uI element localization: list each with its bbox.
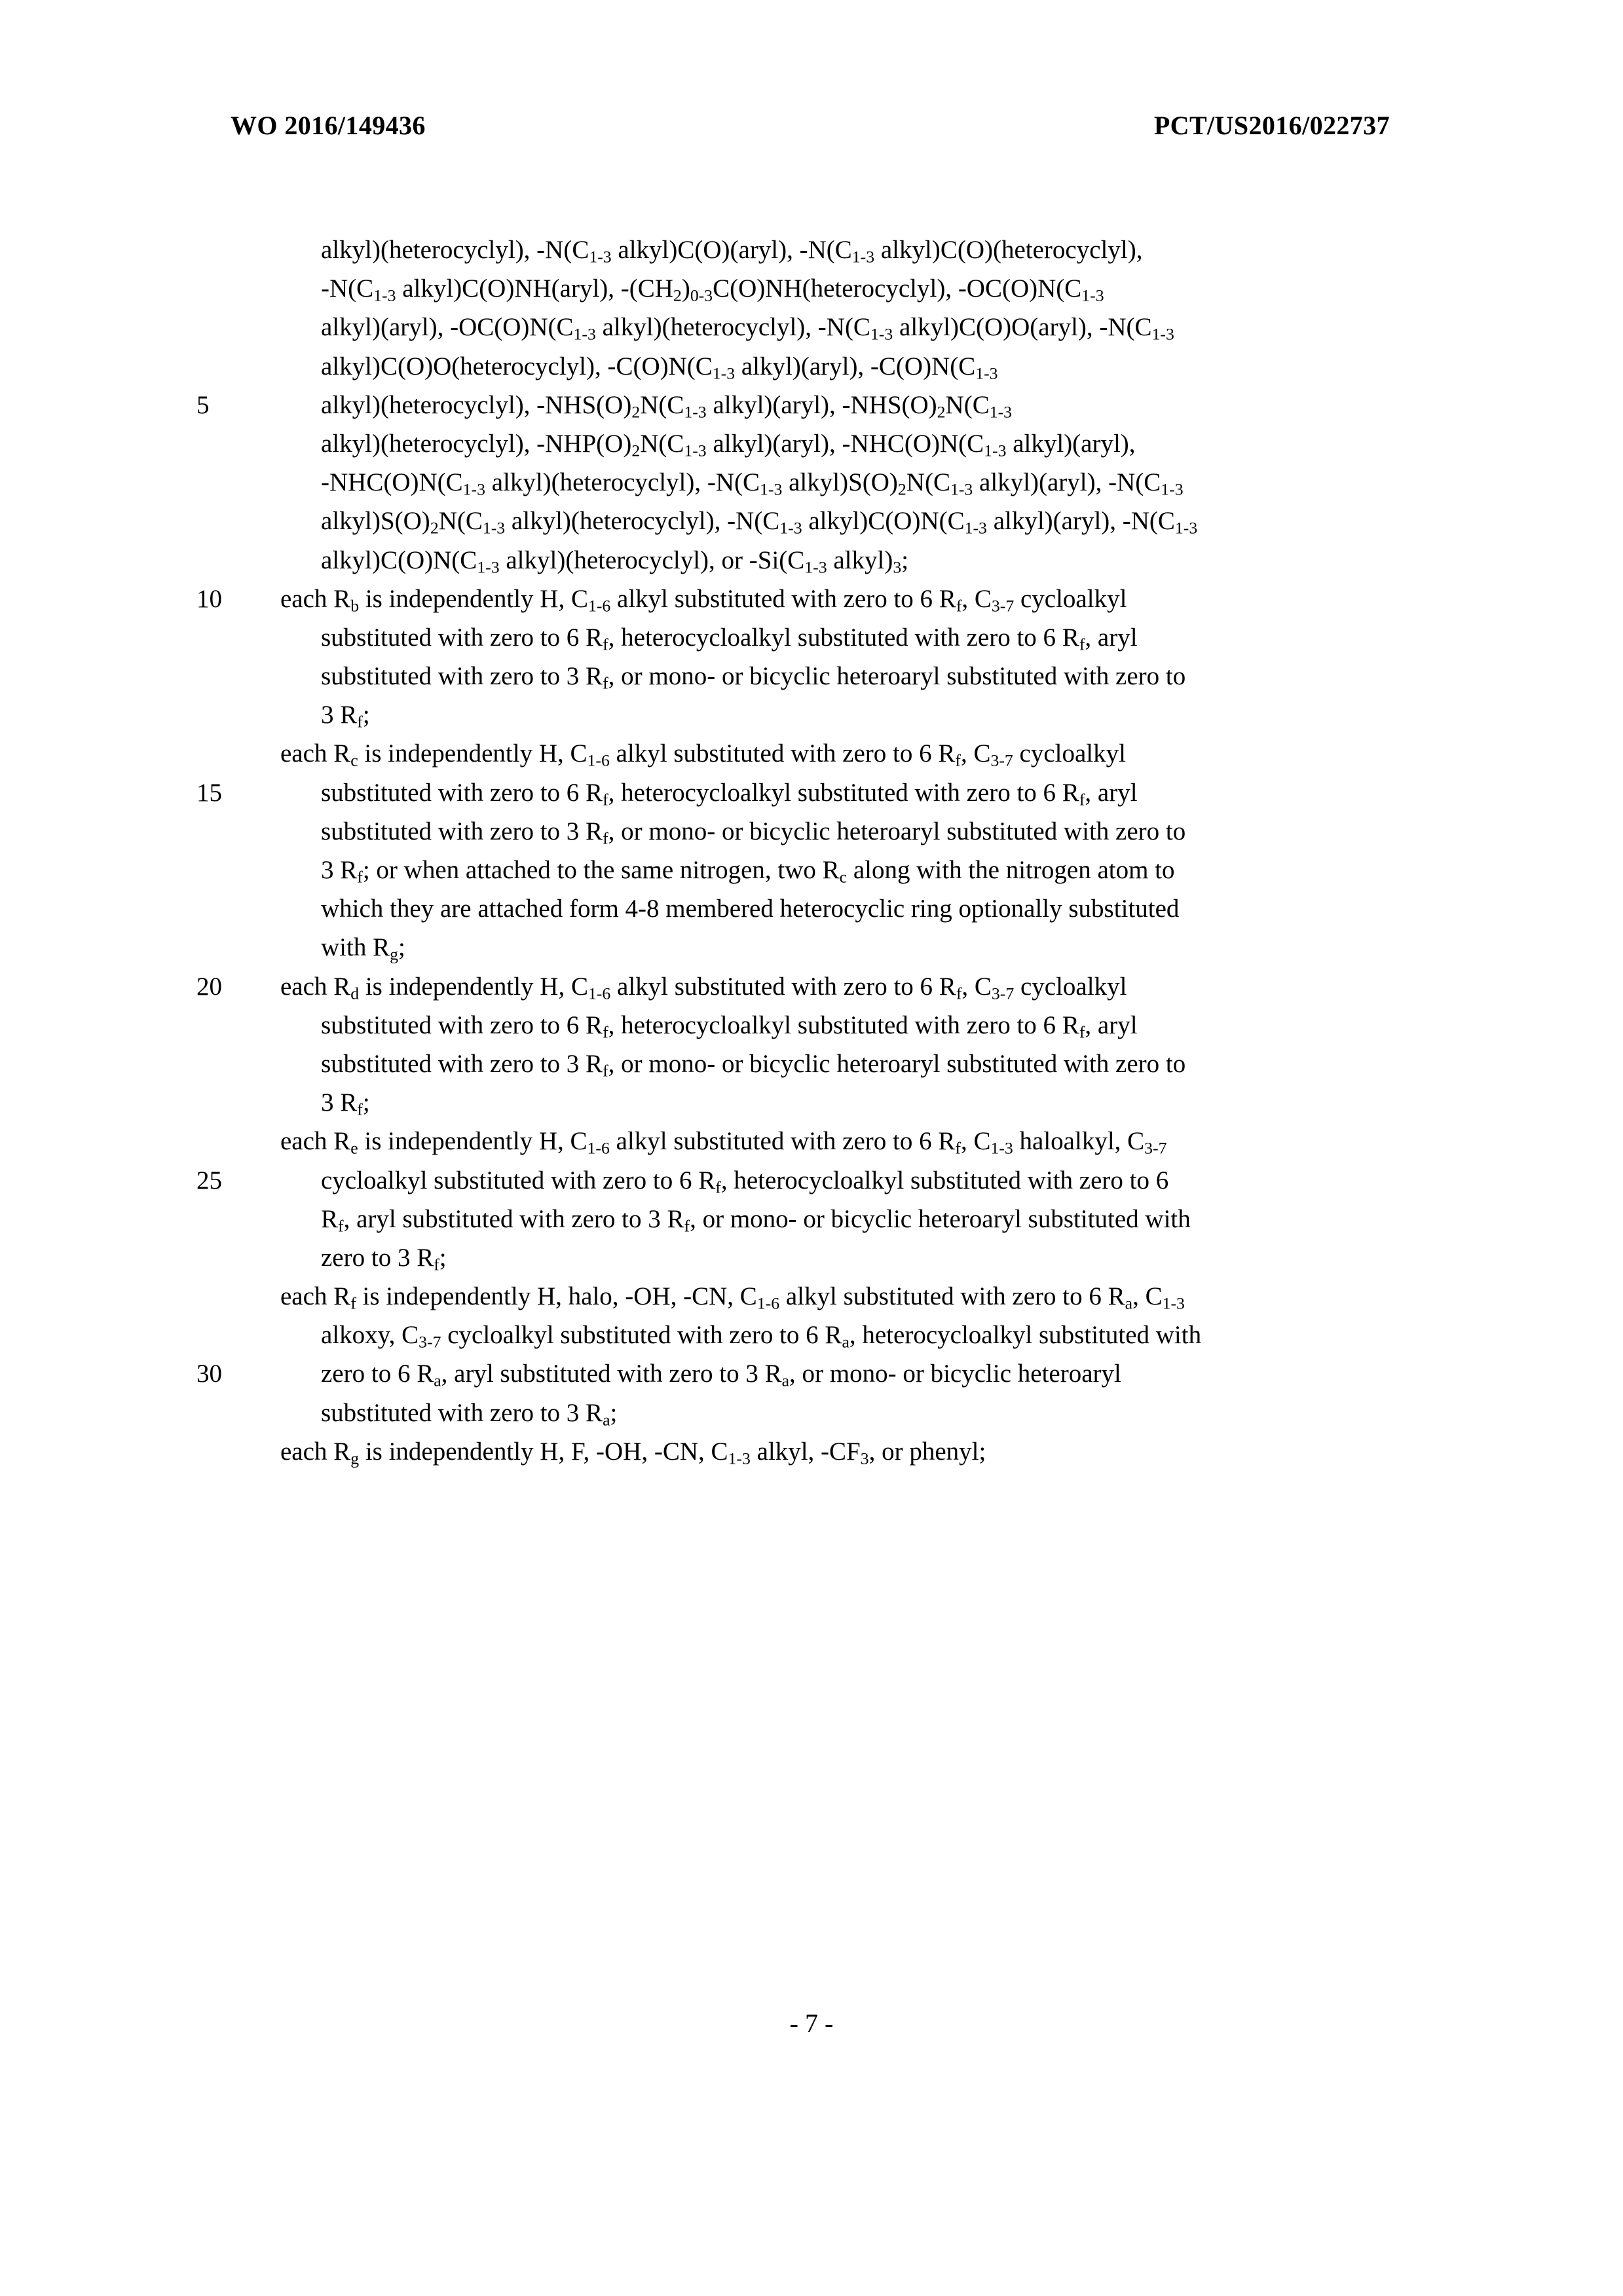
wo-publication-number: WO 2016/149436 <box>231 111 426 140</box>
continuation-line: $-NHC(O)N(C_{1-3}$ alkyl)(heterocyclyl), $-N(C_{1-3}$ $alkyl)S(O)_2N(C_{1-3}$ alkyl)(aryl), $-N(C_{1-3}$ <box>321 468 1184 499</box>
definition-opening-line: each $R_c$ is independently H, $C_{1-6}$ alkyl substituted with zero to 6 $R_f$, $C_{3-7}$ cycloalkyl <box>280 739 1126 771</box>
text-line <box>0 657 1623 695</box>
line-number: 25 <box>196 1166 222 1194</box>
continuation-line: alkoxy, $C_{3-7}$ cycloalkyl substituted with zero to 6 $R_a$, heterocycloalkyl substituted with <box>321 1321 1202 1352</box>
continuation-line: which they are attached form 4-8 membered heterocyclic ring optionally substituted <box>321 895 1180 923</box>
text-line <box>0 695 1623 734</box>
text-line <box>0 1006 1623 1045</box>
text-line <box>0 1083 1623 1122</box>
continuation-line: $alkyl)C(O)N(C_{1-3}$ alkyl)(heterocyclyl), or $-Si(C_{1-3}$ $alkyl)_3$; <box>321 546 909 577</box>
continuation-line: cycloalkyl substituted with zero to 6 $R_f$, heterocycloalkyl substituted with zero to 6 <box>321 1166 1169 1197</box>
line-number: 15 <box>196 778 222 807</box>
continuation-line: $alkyl)S(O)_2N(C_{1-3}$ alkyl)(heterocyclyl), $-N(C_{1-3}$ $alkyl)C(O)N(C_{1-3}$ alkyl)(aryl), $-N(C_{1-3}$ <box>321 507 1198 538</box>
text-line <box>0 424 1623 463</box>
text-line <box>0 734 1623 773</box>
text-line <box>0 502 1623 540</box>
text-line <box>0 1045 1623 1083</box>
line-number: 30 <box>196 1360 222 1388</box>
text-line <box>0 967 1623 1006</box>
page-number: - 7 - <box>789 2009 834 2038</box>
definition-opening-line: each $R_f$ is independently H, halo, -OH, -CN, $C_{1-6}$ alkyl substituted with zero to 6 $R_a$, $C_{1-3}$ <box>280 1282 1185 1313</box>
text-line <box>0 928 1623 967</box>
pct-application-number: PCT/US2016/022737 <box>1153 111 1390 140</box>
definition-opening-line: each $R_d$ is independently H, $C_{1-6}$ alkyl substituted with zero to 6 $R_f$, $C_{3-7}$ cycloalkyl <box>280 972 1127 1003</box>
text-line <box>0 1277 1623 1316</box>
line-number: 20 <box>196 972 222 1001</box>
line-number: 5 <box>196 390 210 419</box>
text-line <box>0 347 1623 386</box>
definition-opening-line: each $R_g$ is independently H, F, -OH, -CN, $C_{1-3}$ alkyl, $-CF_3$, or phenyl; <box>280 1437 986 1468</box>
continuation-line: 3 $R_f$; <box>321 701 370 731</box>
continuation-line: substituted with zero to 3 $R_f$, or mono- or bicyclic heteroaryl substituted with zero to <box>321 1049 1186 1081</box>
continuation-line: substituted with zero to 6 $R_f$, heterocycloalkyl substituted with zero to 6 $R_f$, aryl <box>321 1010 1138 1042</box>
text-line <box>0 580 1623 618</box>
text-line <box>0 1316 1623 1354</box>
continuation-line: alkyl)(heterocyclyl), $-NHP(O)_2N(C_{1-3}$ alkyl)(aryl), $-NHC(O)N(C_{1-3}$ alkyl)(aryl), <box>321 429 1136 460</box>
continuation-line: $R_f$, aryl substituted with zero to 3 $R_f$, or mono- or bicyclic heteroaryl substituted with <box>321 1204 1191 1236</box>
continuation-line: alkyl)(heterocyclyl), $-N(C_{1-3}$ alkyl)C(O)(aryl), $-N(C_{1-3}$ alkyl)C(O)(heterocyclyl), <box>321 236 1143 267</box>
continuation-line: substituted with zero to 3 $R_f$, or mono- or bicyclic heteroaryl substituted with zero to <box>321 817 1186 848</box>
text-line <box>0 1394 1623 1432</box>
continuation-line: zero to 6 $R_a$, aryl substituted with zero to 3 $R_a$, or mono- or bicyclic heteroaryl <box>321 1360 1121 1391</box>
text-line <box>0 851 1623 889</box>
text-line <box>0 386 1623 424</box>
continuation-line: substituted with zero to 6 $R_f$, heterocycloalkyl substituted with zero to 6 $R_f$, aryl <box>321 778 1138 809</box>
text-line <box>0 541 1623 580</box>
text-line <box>0 618 1623 657</box>
text-line <box>0 812 1623 851</box>
running-header <box>231 110 1390 141</box>
text-line <box>0 269 1623 308</box>
text-line <box>0 1354 1623 1393</box>
continuation-line: zero to 3 $R_f$; <box>321 1243 447 1274</box>
continuation-line: substituted with zero to 3 $R_a$; <box>321 1398 618 1430</box>
continuation-line: alkyl)C(O)O(heterocyclyl), $-C(O)N(C_{1-3}$ alkyl)(aryl), $-C(O)N(C_{1-3}$ <box>321 352 998 383</box>
continuation-line: with $R_g$; <box>321 933 405 965</box>
text-line <box>0 1161 1623 1200</box>
text-line <box>0 1238 1623 1277</box>
text-line <box>0 1122 1623 1160</box>
text-line <box>0 231 1623 269</box>
continuation-line: 3 $R_f$; <box>321 1088 370 1119</box>
continuation-line: substituted with zero to 3 $R_f$, or mono- or bicyclic heteroaryl substituted with zero to <box>321 662 1186 693</box>
continuation-line: substituted with zero to 6 $R_f$, heterocycloalkyl substituted with zero to 6 $R_f$, aryl <box>321 623 1138 654</box>
text-line <box>0 1432 1623 1471</box>
text-line <box>0 463 1623 502</box>
continuation-line: alkyl)(heterocyclyl), $-NHS(O)_2N(C_{1-3}$ alkyl)(aryl), $-NHS(O)_2N(C_{1-3}$ <box>321 390 1013 422</box>
claim-body <box>0 231 1623 1471</box>
definition-opening-line: each $R_e$ is independently H, $C_{1-6}$ alkyl substituted with zero to 6 $R_f$, $C_{1-3}$ haloalkyl, $C_{3-7}$ <box>280 1127 1167 1158</box>
text-line <box>0 308 1623 346</box>
text-line <box>0 773 1623 812</box>
definition-opening-line: each $R_b$ is independently H, $C_{1-6}$ alkyl substituted with zero to 6 $R_f$, $C_{3-7}$ cycloalkyl <box>280 584 1127 616</box>
line-number: 10 <box>196 584 222 613</box>
continuation-line: 3 $R_f$; or when attached to the same nitrogen, two $R_c$ along with the nitrogen atom to <box>321 856 1175 887</box>
text-line <box>0 889 1623 928</box>
text-line <box>0 1200 1623 1238</box>
continuation-line: $-N(C_{1-3}$ alkyl)C(O)NH(aryl), $-(CH_2)_{0-3}C(O)NH(heterocyclyl)$, $-OC(O)N(C_{1-3}$ <box>321 274 1104 305</box>
continuation-line: alkyl)(aryl), $-OC(O)N(C_{1-3}$ alkyl)(heterocyclyl), $-N(C_{1-3}$ alkyl)C(O)O(aryl), $-N(C_{1-3}$ <box>321 313 1174 344</box>
